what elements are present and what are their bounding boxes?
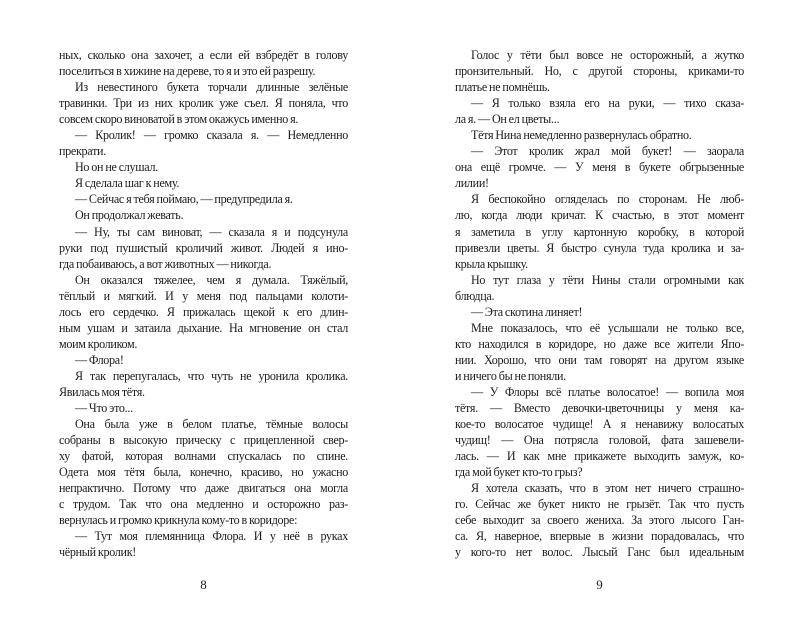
text-line: привезли цветы. Я быстро сунула туда кролика и за- <box>455 240 744 255</box>
text-line: го. Сейчас же букет никто не грызёт. Так что пусть <box>455 497 744 512</box>
text-line: блюдца. <box>455 288 495 303</box>
text-line: ла я. — Он ел цветы... <box>455 112 560 127</box>
text-line: Он продолжал жевать. <box>75 208 184 223</box>
text-line: лась. — И как мне прикажете выходить замуж, ко- <box>455 449 744 464</box>
text-line: гда мой букет кто-то грыз? <box>455 465 583 480</box>
page-number-left: 8 <box>200 577 207 592</box>
text-line: собраны в высокую прическу с прицепленной свер- <box>59 433 348 448</box>
text-line: непрактично. Потому что даже двигаться она могла <box>59 481 348 496</box>
text-line: — Эта скотина линяет! <box>471 304 583 319</box>
page-right-text <box>455 47 744 561</box>
text-line: ных, сколько она захочет, а если ей взбредёт в голову <box>59 48 348 62</box>
text-line: совсем скоро виноватой в этом окажусь именно я. <box>59 112 299 127</box>
text-line: Явилась моя тётя. <box>59 384 145 399</box>
text-line: Я так перепугалась, что чуть не уронила кролика. <box>75 368 348 383</box>
text-line: я заметила в углу картонную коробку, в которой <box>455 224 744 239</box>
page-left-text <box>59 47 348 561</box>
text-line: Но он не слушал. <box>75 160 158 175</box>
text-line: кое-то волосатое чудище! А я ненавижу волосатых <box>455 417 744 432</box>
text-line: моим кроликом. <box>59 336 138 351</box>
text-line: Мне показалось, что её услышали не только все, <box>471 320 744 335</box>
text-line: Одета моя тётя была, конечно, красиво, но ужасно <box>59 465 348 480</box>
text-line: ным ушам и затаила дыхание. На мгновение он стал <box>59 320 348 335</box>
text-line: Я сделала шаг к нему. <box>75 176 180 191</box>
text-line: — Кролик! — громко сказала я. — Немедленно <box>75 128 348 143</box>
text-line: лилии! <box>455 176 489 191</box>
text-line: себе выходит за своего жениха. За этого лысого Ган- <box>455 513 744 528</box>
text-line: — Я только взяла его на руки, — тихо сказа- <box>471 96 744 111</box>
text-line: са. Я, наверное, впервые в жизни порадовалась, что <box>455 529 744 544</box>
text-line: — Этот кролик жрал мой букет! — заорала <box>471 144 744 159</box>
text-line: Из невестиного букета торчали длинные зелёные <box>75 80 348 95</box>
text-line: тёплый и мягкий. И у меня под пальцами колоти- <box>59 288 348 303</box>
text-line: и ничего бы не поняли. <box>455 368 566 383</box>
text-line: Она была уже в белом платье, тёмные волосы <box>75 417 348 432</box>
text-line: чудищ! — Она потрясла головой, фата зашевели- <box>455 433 744 448</box>
text-line: нии. Хорошо, что они там говорят на другом языке <box>455 352 744 367</box>
text-line: пронзительный. Но, с другой стороны, криками-то <box>455 64 744 79</box>
text-line: лю, когда люди кричат. К счастью, в этот момент <box>455 208 744 223</box>
text-line: Я хотела сказать, что в этом нет ничего страшно- <box>471 481 744 496</box>
text-line: прекрати. <box>59 144 106 159</box>
text-line: чёрный кролик! <box>59 545 137 560</box>
page-number-right: 9 <box>596 577 603 592</box>
text-line: травинки. Три из них кролик уже съел. Я поняла, что <box>59 96 348 111</box>
text-line: Но тут глаза у тёти Нины стали огромными как <box>471 272 744 287</box>
text-line: лось его сердечко. Я прижалась щекой к его длин- <box>59 304 348 319</box>
text-line: — Что это... <box>75 401 133 416</box>
text-line: у кого-то нет волос. Лысый Ганс был идеальным <box>455 545 744 560</box>
text-line: поселиться в хижине на дереве, то я и это ей разрешу. <box>59 64 316 79</box>
text-line: вернулась и громко крикнула кому-то в коридоре: <box>59 513 298 528</box>
text-line: гда побаиваюсь, а вот животных — никогда. <box>59 256 272 271</box>
text-line: крыла крышку. <box>455 256 528 271</box>
text-line: Он оказался тяжелее, чем я думала. Тяжёлый, <box>75 272 348 287</box>
text-line: — Сейчас я тебя поймаю, — предупредила я. <box>75 192 293 207</box>
text-line: — У Флоры всё платье волосатое! — вопила моя <box>471 384 744 399</box>
text-line: — Флора! <box>75 352 124 367</box>
text-line: с трудом. Так что она медленно и осторожно раз- <box>59 497 348 512</box>
text-line: тётя. — Вместо девочки-цветочницы у меня ка- <box>455 401 744 416</box>
text-line: руки под пушистый кроличий живот. Людей я ино- <box>59 240 348 255</box>
text-line: Я беспокойно огляделась по сторонам. Не люб- <box>471 192 744 207</box>
text-line: кто находился в коридоре, но даже все жители Япо- <box>455 336 744 351</box>
text-line: Голос у тёти был вовсе не осторожный, а жутко <box>471 48 744 62</box>
text-line: — Ну, ты сам виноват, — сказала я и подсунула <box>75 224 348 239</box>
text-line: — Тут моя племянница Флора. И у неё в руках <box>75 529 348 544</box>
text-line: платье не помнёшь. <box>455 80 550 95</box>
text-line: она ещё громче. — У меня в букете обгрызенные <box>455 160 744 175</box>
text-line: ху фатой, которая волнами спускалась по спине. <box>59 449 348 464</box>
text-line: Тётя Нина немедленно развернулась обратно. <box>471 128 692 143</box>
